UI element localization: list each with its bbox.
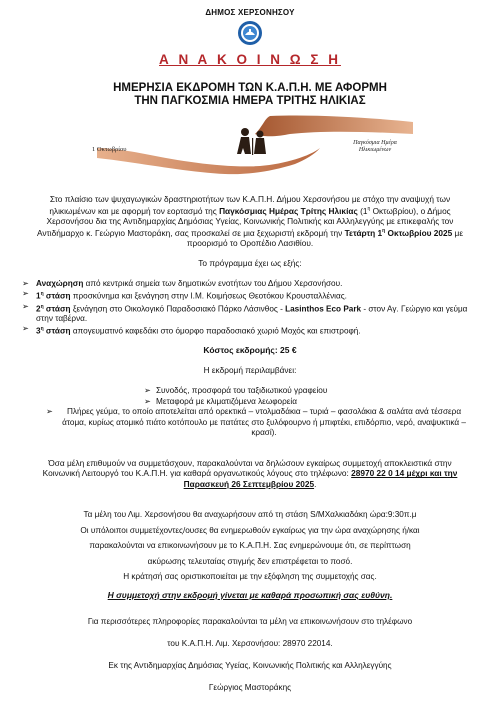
includes-title: Η εκδρομή περιλαμβάνει: (203, 365, 297, 375)
departure-details (28, 507, 472, 585)
stop-text: από κεντρικά σημεία των δημοτικών ενοτήτων του Δήμου Χερσονήσου. (83, 279, 343, 288)
municipality-name: ΔΗΜΟΣ ΧΕΡΣΟΝΗΣΟΥ (205, 8, 295, 17)
stop-text: ξενάγηση στο Οικολογικό Παραδοσιακό Πάρκο Λάσινθος - (70, 304, 286, 314)
arrow-bullet-icon: ➢ (22, 301, 29, 311)
intro-text-2: (1 (357, 205, 368, 216)
program-stops-list (22, 279, 482, 337)
municipal-seal-icon (237, 20, 263, 46)
intro-sup-1: η (367, 206, 371, 213)
program-stop (22, 302, 482, 325)
program-stop-text (36, 302, 482, 325)
intro-paragraph (30, 194, 470, 249)
intro-text-4: με προορισμό το Οροπέδιο Λασιθίου. (186, 228, 464, 249)
intro-text-3: Οκτωβρίου), ο Δήμος Χερσονήσου δια της Αντιδημαρχίας Δημόσιας Υγείας, Κοινωνικής Πολιτικής και Αλληλεγγύης με επικεφαλής τον Αντιδήμαρχο κ. Γεώργιο Μαστοράκη, σας προσκαλεί σε μια ξεχωριστή εκδρομή την (36, 205, 454, 239)
program-stop (22, 279, 482, 289)
includes-list (40, 386, 470, 439)
stop-bold-after: στάση (43, 304, 71, 314)
stop-sup: η (40, 303, 44, 310)
arrow-bullet-icon: ➢ (144, 386, 151, 395)
includes-item-text: Μεταφορά με κλιματιζόμενα λεωφορεία (156, 396, 297, 406)
responsibility-notice: Η συμμετοχή στην εκδρομή γίνεται με καθαρά προσωπική σας ευθύνη. (107, 590, 393, 600)
program-stop-text (36, 279, 482, 289)
info-line-1: Για περισσότερες πληροφορίες παρακαλούνται τα μέλη να επικοινωνήσουν στο τηλέφωνο (87, 617, 413, 626)
intro-text-1: Στο πλαίσιο των ψυχαγωγικών δραστηριοτήτων των Κ.Α.Π.Η. Δήμου Χερσονήσου με στόχο την αναψυχή των ηλικιωμένων και με αφορμή τον εορτασμό της (49, 194, 451, 216)
arrow-bullet-icon: ➢ (22, 289, 29, 298)
stop-text: απογευματινό καφεδάκι στο όμορφο παραδοσιακό χωριό Μοχός και επιστροφή. (70, 327, 361, 337)
headline (0, 82, 500, 108)
signature-name: Γεώργιος Μαστοράκης (208, 683, 292, 692)
closing-section (30, 616, 470, 704)
signature-office: Εκ της Αντιδημαρχίας Δημόσιας Υγείας, Κοινωνικής Πολιτικής και Αλληλεγγύης (108, 661, 392, 670)
registration-paragraph (30, 458, 470, 489)
intro-sup-2: η (382, 228, 386, 235)
intro-bold-date: Τετάρτη 1 (344, 228, 383, 239)
stop-bold-after: στάση (43, 291, 71, 301)
registration-deadline: μέχρι και την Παρασκευή 26 Σεπτεμβρίου 2025 (183, 468, 458, 489)
stop-bold: 3 (36, 327, 41, 337)
program-stop-text (36, 324, 482, 337)
intro-bold-date-2: Οκτωβρίου 2025 (385, 228, 453, 239)
departure-line-2: Οι υπόλοιποι συμμετέχοντες/ουσες θα ενημερωθούν εγκαίρως για την ώρα αναχώρησης ή/και (80, 525, 420, 535)
program-stop (22, 324, 482, 337)
stop-text-2: - στον Αγ. Γεώργιο και γεύμα στην ταβέρνα. (36, 304, 468, 324)
stop-text: προσκύνημα και ξενάγηση στην Ι.Μ. Κοιμήσεως Θεοτόκου Κρουσταλλένιας. (70, 291, 347, 301)
departure-line-1: Τα μέλη του Λιμ. Χερσονήσου θα αναχωρήσουν από τη στάση S/MΧαλκιαδάκη ώρα:9:30π.μ (83, 510, 417, 519)
registration-phone: 28970 22 0 14 (351, 468, 405, 479)
banner-left-caption: 1 Οκτωβρίου (92, 146, 127, 153)
program-stop-text (36, 289, 482, 302)
includes-item (144, 386, 470, 397)
stop-sup: η (40, 291, 44, 297)
arrow-bullet-icon: ➢ (22, 324, 29, 334)
includes-item (144, 397, 470, 408)
stop-sup: η (40, 326, 44, 333)
includes-item-text: Πλήρες γεύμα, το οποίο αποτελείται από ορεκτικά – ντολμαδάκια – τυριά – φασολάκια & σαλάτα ανά τέσσερα άτομα, κυρίως ατομικό πιάτο κοτόπουλο με πατάτες στο ξυλόφουρνο ή μπιφτέκι, επιδόρπιο, νερό, αναψυκτικά – κρασί). (62, 407, 466, 438)
departure-line-3: παρακαλούνται να επικοινωνήσουν με το Κ.Α.Π.Η. Σας ενημερώνουμε ότι, σε περίπτωση (89, 541, 411, 551)
banner-right-caption (340, 140, 410, 154)
intro-bold-day: Παγκόσμιας Ημέρας Τρίτης Ηλικίας (219, 205, 358, 216)
includes-item (46, 407, 470, 439)
arrow-bullet-icon: ➢ (144, 396, 151, 406)
stop-bold-after: στάση (43, 327, 71, 337)
banner-right-caption-line-2: Ηλικιωμένων (358, 147, 392, 153)
banner-right-caption-line-1: Παγκόσμια Ημέρα (353, 140, 397, 146)
trip-cost: Κόστος εκδρομής: 25 € (203, 345, 297, 355)
headline-line-1: ΗΜΕΡΗΣΙΑ ΕΚΔΡΟΜΗ ΤΩΝ Κ.Α.Π.Η. ΜΕ ΑΦΟΡΜΗ (113, 82, 387, 94)
stop-bold: 1 (36, 291, 41, 301)
registration-end: . (314, 478, 317, 489)
registration-text: Όσα μέλη επιθυμούν να συμμετάσχουν, παρακαλούνται να δηλώσουν εγκαίρως συμμετοχή αποκλειστικά στην Κοινωνική Λειτουργό του Κ.Α.Π.Η. για καθαρά οργανωτικούς λόγους στο τηλέφωνο: (42, 458, 452, 479)
headline-line-2: ΤΗΝ ΠΑΓΚΟΣΜΙΑ ΗΜΕΡΑ ΤΡΙΤΗΣ ΗΛΙΚΙΑΣ (134, 95, 366, 107)
info-line-2: του Κ.Α.Π.Η. Λιμ. Χερσονήσου: 28970 22014. (167, 639, 333, 648)
program-stop (22, 289, 482, 302)
departure-line-5: Η κράτησή σας οριστικοποιείται με την εξόφληση της συμμετοχής σας. (123, 572, 377, 582)
program-title: Το πρόγραμμα έχει ως εξής: (198, 258, 302, 268)
departure-line-4: ακύρωσης τελευταίας στιγμής δεν επιστρέφεται το ποσό. (147, 556, 353, 566)
arrow-bullet-icon: ➢ (22, 279, 29, 288)
announcement-title: Α Ν Α Κ Ο Ι Ν Ω Σ Η (159, 52, 341, 67)
includes-item-text: Συνοδός, προσφορά του ταξιδιωτικού γραφείου (156, 386, 328, 395)
stop-bold: Αναχώρηση (36, 279, 84, 288)
stop-bold: 2 (36, 304, 41, 314)
arrow-bullet-icon: ➢ (46, 407, 53, 417)
stop-bold-park: Lasinthos Eco Park (285, 304, 362, 314)
